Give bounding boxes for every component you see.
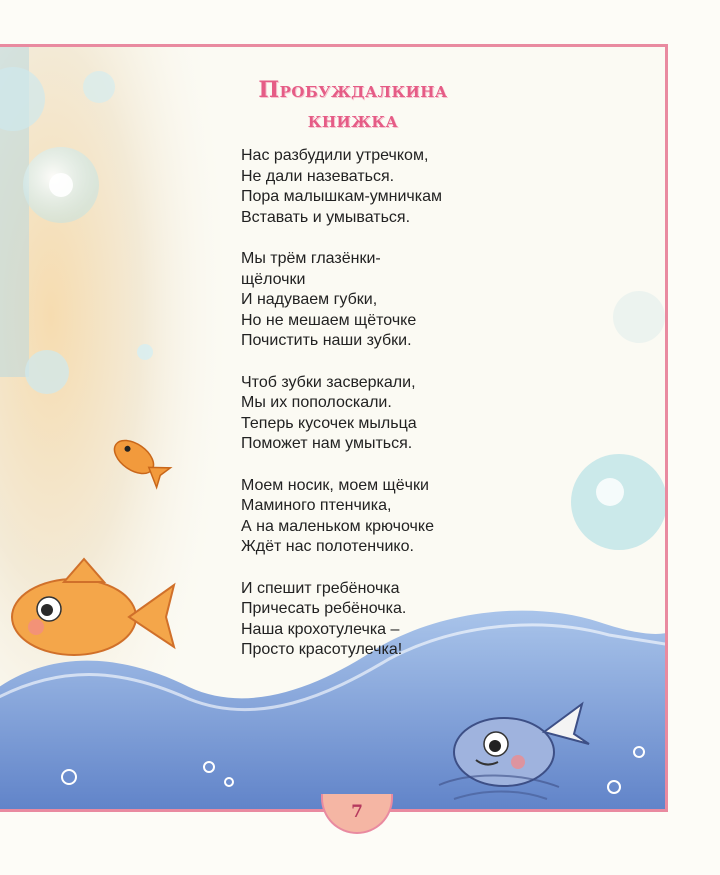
poem-line: Теперь кусочек мыльца (241, 414, 417, 432)
poem-line: Вставать и умываться. (241, 208, 411, 226)
poem-line: Мы их пополоскали. (241, 394, 392, 411)
poem-line: Но не мешаем щёточке (241, 311, 417, 329)
page-number: 7 (351, 802, 363, 822)
poem-line: Просто красотулечка! (241, 641, 403, 658)
poem-line: Почистить наши зубки. (241, 332, 412, 349)
poem-line: Мы трём глазёнки- (241, 250, 381, 267)
poem-line: И спешит гребёночка (241, 579, 400, 597)
bubble (83, 71, 115, 103)
poem (241, 146, 501, 682)
bubble (613, 291, 665, 343)
poem-line: щёлочки (241, 270, 306, 288)
stanza-3 (241, 373, 501, 455)
poem-line: Поможет нам умыться. (241, 435, 413, 452)
poem-line: И надуваем губки, (241, 291, 378, 308)
bubble (25, 350, 69, 394)
stanza-2 (241, 249, 501, 352)
bubble-highlight (49, 173, 73, 197)
title-line-2: книжка (307, 107, 399, 133)
page-title (238, 75, 468, 135)
poem-line: Нас разбудили утречком, (241, 147, 429, 164)
poem-line: Причесать ребёночка. (241, 600, 407, 617)
poem-line: А на маленьком крючочке (241, 517, 434, 535)
poem-line: Ждёт нас полотенчико. (241, 538, 414, 555)
stanza-4 (241, 476, 501, 558)
poem-line: Наша крохотулечка – (241, 620, 400, 638)
stanza-1 (241, 146, 501, 228)
bubble (137, 344, 153, 360)
title-line-1: Пробуждалкина (258, 77, 448, 103)
bubble-highlight (596, 478, 624, 506)
poem-line: Маминого птенчика, (241, 497, 392, 514)
stanza-5 (241, 579, 501, 661)
poem-line: Пора малышкам-умничкам (241, 188, 442, 205)
poem-line: Моем носик, моем щёчки (241, 476, 429, 494)
poem-line: Чтоб зубки засверкали, (241, 373, 416, 391)
poem-line: Не дали назеваться. (241, 167, 395, 185)
